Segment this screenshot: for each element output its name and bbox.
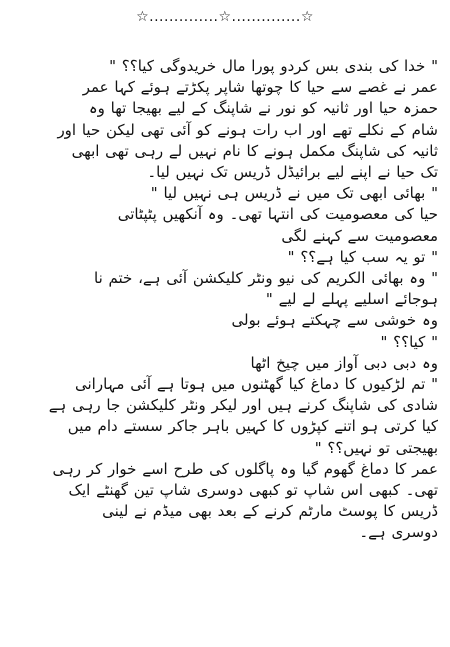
text-line: ڈریس کا پوسٹ مارٹم کرنے کے بعد بھی میڈم نے لینی bbox=[102, 502, 438, 521]
text-line: تک حیا نے اپنے لیے برائیڈل ڈریس تک نہیں لیا۔ bbox=[147, 163, 438, 182]
text-line: تھی۔ کبھی اس شاپ تو کبھی دوسری شاپ تین گھنٹے ایک bbox=[68, 481, 438, 500]
star-divider: ☆..............☆..............☆ bbox=[136, 9, 314, 25]
text-line: " بھائی ابھی تک میں نے ڈریس ہی نہیں لیا " bbox=[150, 184, 438, 203]
text-line: دوسری ہے۔ bbox=[359, 523, 438, 542]
text-line: بھیجتی تو نہیں؟؟ " bbox=[314, 438, 438, 457]
text-line: ثانیہ کی شاپنگ مکمل ہونے کا نام نہیں لے رہی تھی ابھی bbox=[71, 141, 438, 160]
text-line: کیا کرتی ہو اتنے کپڑوں کا کہیں باہر جاکر سستے دام میں bbox=[67, 417, 438, 436]
text-line: " وہ بھائی الکریم کی نیو ونٹر کلیکشن آئی ہے، ختم نا bbox=[94, 269, 438, 288]
text-line: عمر کا دماغ گھوم گیا وہ پاگلوں کی طرح اسے خوار کر رہی bbox=[52, 459, 438, 478]
text-line: حیا کی معصومیت کی انتہا تھی۔ وہ آنکھیں پٹپٹاتی bbox=[117, 205, 438, 224]
text-line: معصومیت سے کہنے لگی bbox=[281, 226, 438, 245]
story-text bbox=[12, 56, 438, 544]
text-line: شام کے نکلے تھے اور اب رات ہونے کو آئی تھی لیکن حیا اور bbox=[57, 120, 438, 139]
text-line: ہوجائے اسلیے پہلے لے لیے " bbox=[265, 290, 438, 309]
text-line: عمر نے غصے سے حیا کا چوتھا شاپر پکڑتے ہوئے کہا عمر bbox=[82, 78, 438, 97]
text-line: شادی کی شاپنگ کرنے ہیں اور لیکر ونٹر کلیکشن جا رہی ہے bbox=[48, 396, 438, 415]
text-line: " تم لڑکیوں کا دماغ کیا گھٹنوں میں ہوتا ہے آئی مہارانی bbox=[74, 375, 438, 394]
text-line: حمزہ حیا اور ثانیہ کو نور نے شاپنگ کے لیے بھیجا تھا وہ bbox=[88, 99, 438, 118]
text-line: " خدا کی بندی بس کردو پورا مال خریدوگی کیا؟؟ " bbox=[109, 57, 438, 75]
text-line: وہ خوشی سے چہکتے ہوئے بولی bbox=[231, 311, 438, 330]
text-line: وہ دبی دبی آواز میں چیخ اٹھا bbox=[250, 353, 438, 372]
text-line: " تو یہ سب کیا ہے؟؟ " bbox=[287, 247, 438, 266]
text-line: " کیا؟؟ " bbox=[380, 332, 438, 351]
